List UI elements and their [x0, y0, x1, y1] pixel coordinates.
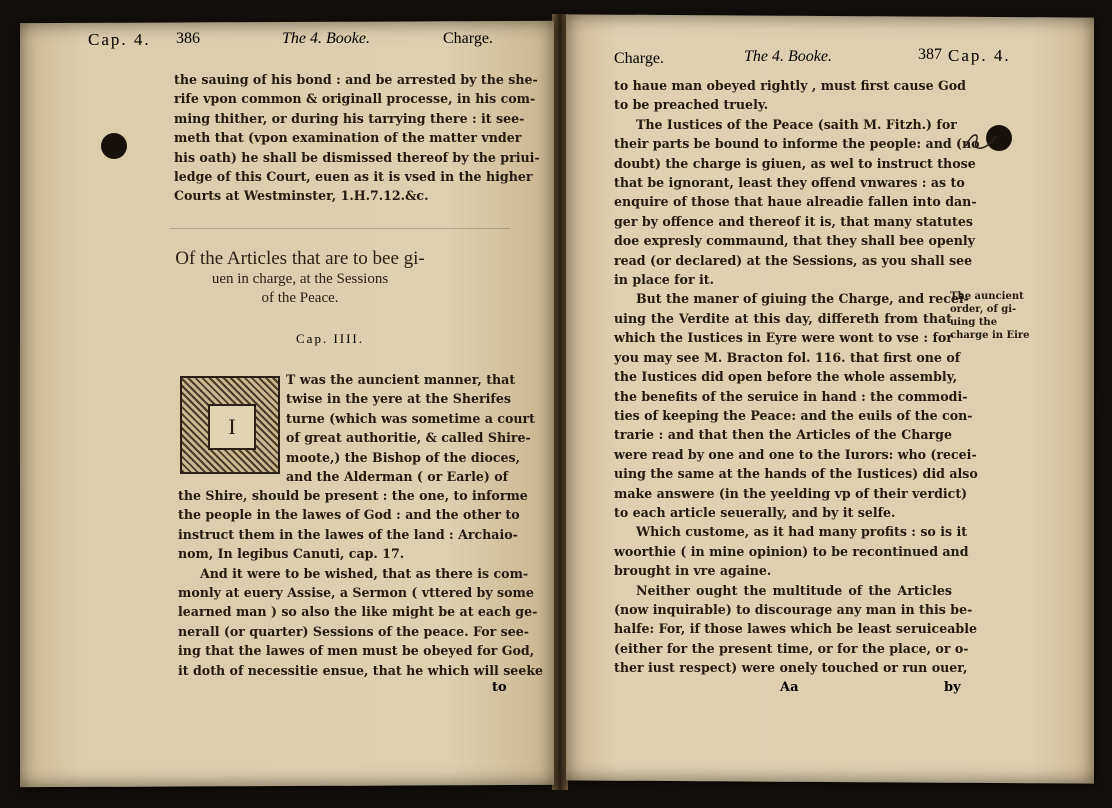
margin-note: [950, 290, 1030, 342]
right-running-head-section: Charge.: [614, 50, 664, 67]
text-line: that be ignorant, least they offend vnwares : as to: [614, 175, 965, 191]
text-line: ther iust respect) were onely touched or run ouer,: [614, 660, 968, 676]
text-line: uing the Verdite at this day, differeth from that: [614, 310, 952, 326]
text-line: monly at euery Assise, a Sermon ( vttered by some: [178, 585, 534, 601]
text-line: learned man ) so also the like might be at each ge-: [178, 604, 538, 620]
text-line: Neither ought the multitude of the Articles: [636, 582, 952, 598]
text-line: ger by offence and thereof it is, that many statutes: [614, 213, 973, 229]
text-line: read (or declared) at the Sessions, as you shall see: [614, 252, 973, 268]
text-line: moote,) the Bishop of the dioces,: [286, 449, 521, 465]
text-line: But the maner of giuing the Charge, and recei-: [636, 291, 969, 307]
right-catchword: by: [944, 680, 961, 695]
text-line: to be preached truely.: [614, 97, 769, 113]
text-line: the Shire, should be present : the one, to informe: [178, 488, 528, 503]
text-line: the benefits of the seruice in hand : the commodi-: [614, 388, 968, 404]
signature-mark: Aa: [780, 680, 799, 695]
margin-note-line: order, of gi-: [950, 304, 1017, 315]
text-line: in place for it.: [614, 272, 714, 288]
title-line-3: of the Peace.: [261, 290, 339, 306]
text-line: their parts be bound to informe the people: and (no: [614, 136, 980, 152]
text-line: which the Iustices in Eyre were wont to vse : for: [614, 330, 953, 346]
margin-note-line: uing the: [950, 317, 998, 328]
left-top-paragraph: [174, 70, 540, 206]
text-line: enquire of those that haue alreadie fallen into dan-: [614, 194, 977, 210]
text-line: were read by one and one to the Iurors: who (recei-: [614, 446, 977, 462]
text-line: woorthie ( in mine opinion) to be recontinued and: [614, 543, 969, 559]
text-line: doe expresly commaund, that they shall bee openly: [614, 233, 975, 249]
text-line: you may see M. Bracton fol. 116. that first one of: [614, 349, 961, 365]
left-running-head-section: Charge.: [443, 30, 493, 47]
text-line: brought in vre againe.: [614, 563, 772, 579]
text-line: halfe: For, if those lawes which be least seruiceable: [614, 621, 977, 637]
text-line: nerall (or quarter) Sessions of the peace. For see-: [178, 623, 529, 639]
worm-hole-left: [101, 133, 127, 159]
text-line: turne (which was sometime a court: [286, 410, 535, 426]
margin-note-line: The auncient: [950, 291, 1024, 302]
text-line: and the Alderman ( or Earle) of: [286, 469, 509, 485]
title-line-1: Of the Articles that are to bee gi-: [175, 248, 425, 269]
text-line: Which custome, as it had many profits : so is it: [636, 524, 968, 540]
left-page-number: 386: [176, 30, 200, 47]
text-line: it doth of necessitie ensue, that he which will seeke: [178, 662, 544, 678]
text-line: (now inquirable) to discourage any man in this be-: [614, 601, 973, 617]
text-line: ledge of this Court, euen as it is vsed in the higher: [174, 169, 533, 185]
text-line: the Iustices did open before the whole assembly,: [614, 369, 958, 385]
text-line: meth that (vpon examination of the matter vnder: [174, 130, 522, 146]
left-running-head-book: The 4. Booke.: [282, 30, 370, 47]
text-line: And it were to be wished, that as there is com-: [200, 565, 529, 581]
right-running-head-book: The 4. Booke.: [744, 48, 832, 65]
text-line: to each article seuerally, and by it selfe.: [614, 504, 896, 520]
right-page-text: [614, 76, 980, 678]
text-line: twise in the yere at the Sherifes: [286, 391, 511, 407]
text-line: ming thither, or during his tarrying there : it see-: [174, 110, 525, 126]
text-line: instruct them in the lawes of the land : Archaio-: [178, 526, 518, 542]
text-line: of great authoritie, & called Shire-: [286, 430, 531, 446]
rule-line: [170, 228, 510, 229]
text-line: ing that the lawes of men must be obeyed for God,: [178, 643, 535, 659]
left-catchword: to: [492, 680, 507, 695]
right-page-number: 387: [918, 46, 942, 63]
chapter-heading: Cap. IIII.: [296, 331, 365, 346]
text-line: doubt) the charge is giuen, as wel to instruct those: [614, 155, 976, 171]
section-title: [150, 248, 450, 308]
text-line: Courts at Westminster, 1.H.7.12.&c.: [174, 188, 429, 204]
text-line: to haue man obeyed rightly , must first cause God: [614, 78, 966, 93]
text-line: trarie : and that then the Articles of the Charge: [614, 427, 952, 443]
initial-letter: I: [208, 404, 256, 450]
text-line: (either for the present time, or for the place, or o-: [614, 640, 969, 656]
text-line: his oath) he shall be dismissed thereof by the priui-: [174, 149, 540, 165]
text-line: The Iustices of the Peace (saith M. Fitzh.) for: [636, 116, 957, 132]
right-running-head-chapter: Cap. 4.: [948, 46, 1011, 65]
text-line: ties of keeping the Peace: and the euils of the con-: [614, 407, 973, 423]
text-line: rife vpon common & originall processe, in his com-: [174, 91, 536, 107]
left-running-head-chapter: Cap. 4.: [88, 30, 151, 49]
text-line: the people in the lawes of God : and the other to: [178, 507, 520, 523]
decorated-initial: [180, 376, 280, 474]
title-line-2: uen in charge, at the Sessions: [211, 271, 389, 287]
text-line: T was the auncient manner, that: [286, 372, 516, 387]
text-line: uing the same at the hands of the Iustices) did also: [614, 466, 978, 482]
text-line: make answere (in the yeelding vp of their verdict): [614, 485, 968, 501]
text-line: nom, In legibus Canuti, cap. 17.: [178, 546, 405, 562]
text-line: the sauing of his bond : and be arrested by the she-: [174, 72, 538, 87]
initial-paragraph-lines: [286, 370, 535, 486]
margin-note-line: charge in Eire: [950, 330, 1030, 341]
left-paragraph-continued: [178, 486, 544, 680]
